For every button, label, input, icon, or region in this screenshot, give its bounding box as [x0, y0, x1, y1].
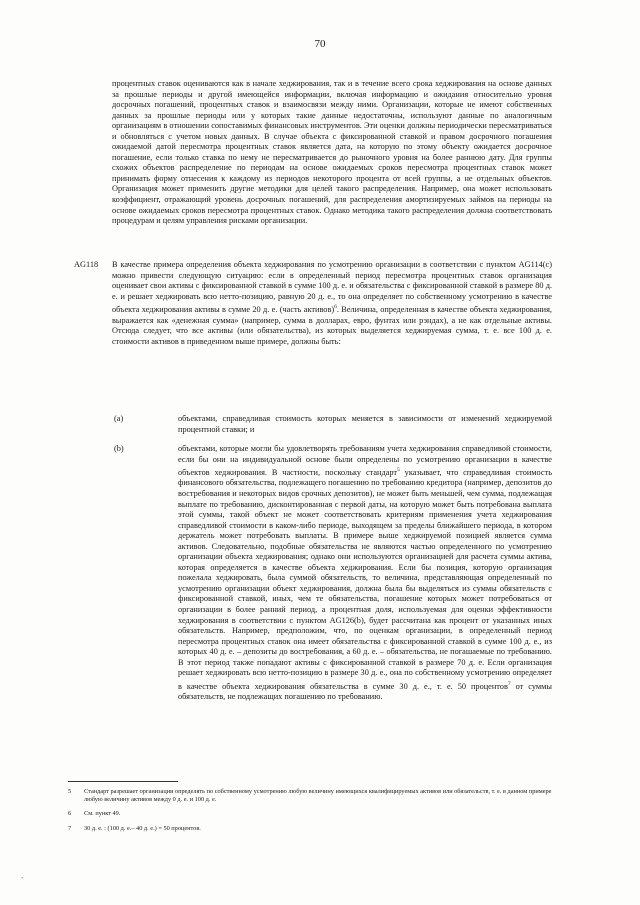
item-b-text-part1: объектами, которые могли бы удовлетворять требованиям учета хеджирования справедливой стоимости, если бы они на индивидуальной основе были определены по усмотрению организации в качестве объектов хеджирования. В частности, поскольку стандарт [178, 444, 552, 477]
footnote-divider [68, 781, 178, 782]
footnote-text: См. пункт 49. [84, 810, 121, 817]
scan-mark: ٠ [20, 873, 25, 882]
footnote-number: 7 [68, 825, 72, 832]
list-item-a: объектами, справедливая стоимость которых меняется в зависимости от изменений хеджируемой процентной ставки; и [178, 414, 552, 434]
footnote-ref-5: 5 [397, 467, 400, 474]
footnote-ref-6: 6 [334, 304, 337, 311]
page-number: 70 [314, 38, 326, 50]
list-item-label-b: (b) [114, 444, 124, 453]
intro-paragraph: процентных ставок оцениваются как в начале хеджирования, так и в течение всего срока хеджирования на основе данных за прошлые периоды и другой имеющейся информации, включая информацию и ожидания относительно уровня досрочных погашений, процентных ставок и взаимосвязи между ними. Организации, которые не имеют собственных данных за прошлые периоды или у которых такие данные недостаточны, используют данные по аналогичным организациям в отношении сопоставимых финансовых инструментов. Эти оценки должны периодически пересматриваться и обновляться с учетом новых данных. В случае объекта с фиксированной ставкой и правом досрочного погашения ожидаемой датой пересмотра процентных ставок является дата, на которую по этому объекту ожидается досрочное погашение, если только ставка по нему не пересматривается до рыночного уровня на более раннюю дату. Для группы схожих объектов распределение по периодам на основе ожидаемых сроков пересмотра процентных ставок может принимать форму отнесения к каждому из периодов некоторого процента от всей группы, а не отдельных объектов. Организация может применить другие методики для целей такого распределения. Например, она может использовать коэффициент, отражающий уровень досрочных погашений, для распределения амортизируемых займов на периоды на основе ожидаемых сроков пересмотра процентных ставок. Однако методика такого распределения должна соответствовать процедурам и целям управления рисками организации. [112, 79, 552, 226]
paragraph-ag118 [112, 260, 552, 347]
list-item-b [178, 444, 552, 703]
paragraph-number-ag118: AG118 [74, 260, 99, 269]
footnote-number: 6 [68, 810, 72, 817]
footnote-ref-7: 7 [507, 680, 511, 687]
footnote-text: Стандарт разрешает организации определять по собственному усмотрению любую величину имеющихся квалифицируемых активов или обязательств, т. е. в данном примере любую величину активов между 0 д. е. и 100 д. е. [84, 788, 552, 804]
footnote-text: 30 д. е. : (100 д. е.– 40 д. е.) = 50 процентов. [84, 825, 201, 832]
footnote-number: 5 [68, 788, 72, 795]
item-b-text-part3: от суммы обязательств, не подлежащих погашению по требованию. [178, 681, 552, 702]
list-item-label-a: (a) [114, 414, 124, 423]
ag118-text-part2: . Величина, определенная в качестве объекта хеджирования, выражается как «денежная сумма» (например, сумма в долларах, евро, фунтах или рэндах), а не как отдельные активы. Отсюда следует, что все активы (или обязательства), из которых выделяется хеджируемая сумма, т. е. все 100 д. е. стоимости активов в приведенном выше примере, должны быть: [112, 304, 552, 346]
item-b-text-part2: указывает, что справедливая стоимость финансового обязательства, подлежащего погашению по требованию кредитора (например, депозитов до востребования и некоторых видов срочных депозитов), не может быть меньшей, чем сумма, подлежащая выплате по требованию, дисконтированная с первой даты, на которую может быть потребована выплата этой суммы, такой объект не может соответствовать критериям применения учета хеджирования справедливой стоимости в каком-либо периоде, выходящем за пределы ближайшего периода, в котором держатель может потребовать выплаты. В примере выше хеджируемой позицией является сумма активов. Следовательно, подобные обязательства не являются частью определенного по усмотрению организации объекта хеджирования; однако они используются организацией для расчета суммы актива, которая определяется в качестве объекта хеджирования. Если бы позиция, которую организация пожелала хеджировать, была суммой обязательств, то величина, представляющая определенный по усмотрению организации объект хеджирования, должна была бы выделяться из суммы обязательств с фиксированной ставкой, иных, чем те обязательства, погашение которых может потребоваться от организации в более ранний период, а процентная доля, используемая для оценки эффективности хеджирования в соответствии с пунктом AG126(b), будет рассчитана как процент от указанных иных обязательств. Например, предположим, что, по оценкам организации, в определенный период пересмотра процентных ставок она имеет обязательства с фиксированной ставкой в сумме 100 д. е., из которых 40 д. е. – депозиты до востребования, а 60 д. е. – обязательства, не погашаемые по требованию. В этот период также попадают активы с фиксированной ставкой в размере 70 д. е. Если организация решает хеджировать всю нетто-позицию в размере 30 д. е., она по собственному усмотрению определяет в качестве объекта хеджирования обязательства в сумме 30 д. е., т. е. 50 процентов [178, 467, 552, 691]
ag118-text-part1: В качестве примера определения объекта хеджирования по усмотрению организации в соответствии с пунктом AG114(c) можно привести следующую ситуацию: если в определенный период пересмотра процентных ставок организация оценивает свои активы с фиксированной ставкой в сумме 100 д. е. и обязательства с фиксированной ставкой в размере 80 д. е. и решает хеджировать всю нетто-позицию, равную 20 д. е., то она определяет по собственному усмотрению в качестве объекта хеджирования активы в сумме 20 д. е. (часть активов) [112, 260, 552, 314]
